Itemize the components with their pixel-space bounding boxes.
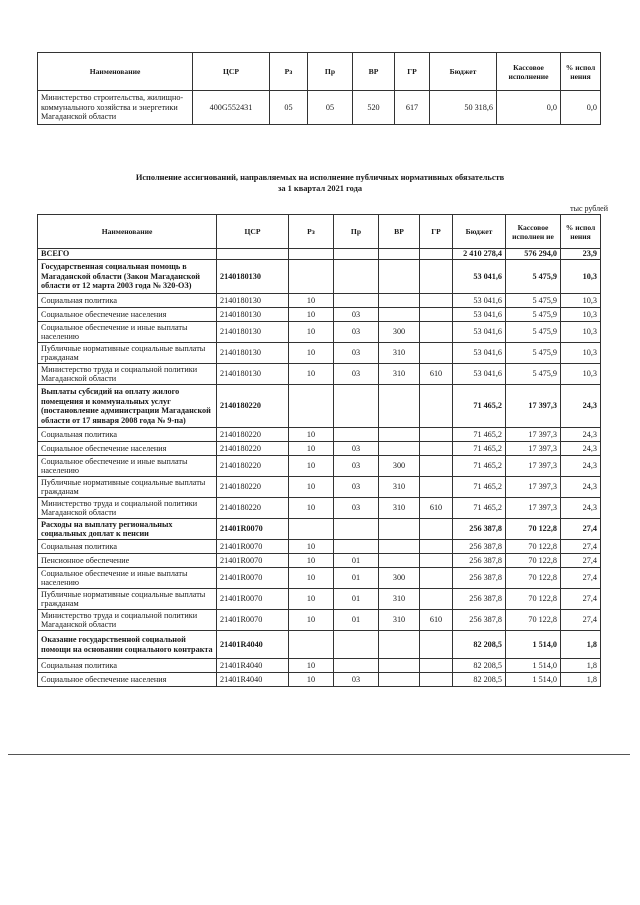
cell-pr: 03 (334, 673, 379, 687)
cell-name: Социальное обеспечение населения (38, 308, 217, 322)
cell-pr: 03 (334, 477, 379, 498)
cell-name: Социальное обеспечение населения (38, 673, 217, 687)
cell-budget: 71 465,2 (453, 428, 506, 442)
cell-csr: 21401R0070 (217, 554, 289, 568)
cell-pr: 03 (334, 343, 379, 364)
cell-gr (420, 294, 453, 308)
header-csr: ЦСР (217, 215, 289, 249)
cell-percent: 24,3 (561, 442, 601, 456)
cell-pr (334, 428, 379, 442)
cell-name: Социальная политика (38, 659, 217, 673)
cell-csr: 21401R0070 (217, 589, 289, 610)
cell-pr (334, 631, 379, 659)
cell-name: Публичные нормативные социальные выплаты гражданам (38, 477, 217, 498)
cell-cash-execution: 17 397,3 (506, 456, 561, 477)
cell-pr: 03 (334, 322, 379, 343)
cell-rz (289, 631, 334, 659)
cell-name: Социальная политика (38, 428, 217, 442)
cell-pr: 03 (334, 456, 379, 477)
cell-vr (379, 659, 420, 673)
cell-percent: 10,3 (561, 364, 601, 385)
cell-csr: 2140180130 (217, 364, 289, 385)
cell-budget: 256 387,8 (453, 540, 506, 554)
cell-csr: 400G552431 (193, 91, 270, 125)
cell-percent: 10,3 (561, 322, 601, 343)
cell-vr (379, 631, 420, 659)
header-rz: Рз (270, 53, 308, 91)
table-header-row (38, 53, 601, 91)
cell-budget: 71 465,2 (453, 442, 506, 456)
cell-vr (379, 428, 420, 442)
cell-rz (289, 249, 334, 260)
table-row (38, 554, 601, 568)
cell-budget: 71 465,2 (453, 456, 506, 477)
cell-budget: 256 387,8 (453, 610, 506, 631)
cell-budget: 71 465,2 (453, 498, 506, 519)
cell-percent: 1,8 (561, 673, 601, 687)
table-row (38, 540, 601, 554)
cell-gr (420, 442, 453, 456)
table-row (38, 477, 601, 498)
cell-vr (379, 519, 420, 540)
cell-vr (379, 249, 420, 260)
cell-csr: 2140180220 (217, 385, 289, 428)
cell-csr: 2140180130 (217, 294, 289, 308)
table-row (38, 322, 601, 343)
cell-vr (379, 673, 420, 687)
cell-vr (379, 308, 420, 322)
cell-cash-execution: 5 475,9 (506, 322, 561, 343)
cell-gr (420, 428, 453, 442)
cell-percent: 10,3 (561, 260, 601, 294)
cell-csr: 21401R0070 (217, 610, 289, 631)
cell-pr: 03 (334, 442, 379, 456)
cell-cash-execution: 5 475,9 (506, 308, 561, 322)
cell-pr: 03 (334, 498, 379, 519)
cell-gr (420, 308, 453, 322)
cell-percent: 1,8 (561, 631, 601, 659)
cell-pr (334, 249, 379, 260)
cell-csr: 21401R0070 (217, 568, 289, 589)
cell-cash-execution: 70 122,8 (506, 589, 561, 610)
cell-rz: 10 (289, 554, 334, 568)
assignments-table-top (37, 52, 601, 125)
header-pr: Пр (334, 215, 379, 249)
cell-gr: 610 (420, 364, 453, 385)
cell-cash-execution: 17 397,3 (506, 498, 561, 519)
cell-pr (334, 519, 379, 540)
cell-rz: 10 (289, 540, 334, 554)
cell-cash-execution: 70 122,8 (506, 554, 561, 568)
table-row (38, 589, 601, 610)
table-row (38, 519, 601, 540)
cell-name: ВСЕГО (38, 249, 217, 260)
cell-percent: 27,4 (561, 540, 601, 554)
header-budget: Бюджет (453, 215, 506, 249)
cell-csr: 2140180130 (217, 308, 289, 322)
cell-name: Министерство труда и социальной политики Магаданской области (38, 498, 217, 519)
cell-csr: 2140180130 (217, 322, 289, 343)
cell-pr: 01 (334, 568, 379, 589)
cell-csr: 2140180220 (217, 498, 289, 519)
cell-budget: 50 318,6 (430, 91, 497, 125)
cell-pr: 01 (334, 610, 379, 631)
cell-gr (420, 477, 453, 498)
table-row (38, 610, 601, 631)
cell-cash-execution: 70 122,8 (506, 540, 561, 554)
cell-vr: 310 (379, 343, 420, 364)
cell-rz: 10 (289, 610, 334, 631)
cell-budget: 53 041,6 (453, 308, 506, 322)
cell-cash-execution: 17 397,3 (506, 428, 561, 442)
cell-vr: 310 (379, 610, 420, 631)
cell-budget: 256 387,8 (453, 568, 506, 589)
header-cash-execution: Кассовое исполнен ие (506, 215, 561, 249)
cell-rz: 10 (289, 456, 334, 477)
cell-csr: 21401R0070 (217, 540, 289, 554)
cell-name: Социальное обеспечение и иные выплаты населению (38, 568, 217, 589)
cell-cash-execution: 576 294,0 (506, 249, 561, 260)
total-row (38, 249, 601, 260)
table-header-row (38, 215, 601, 249)
cell-percent: 24,3 (561, 385, 601, 428)
cell-gr (420, 589, 453, 610)
cell-name: Социальная политика (38, 540, 217, 554)
cell-rz: 10 (289, 442, 334, 456)
cell-gr (420, 322, 453, 343)
cell-budget: 82 208,5 (453, 673, 506, 687)
table-row (38, 364, 601, 385)
table-row (38, 659, 601, 673)
cell-name: Социальная политика (38, 294, 217, 308)
cell-cash-execution: 17 397,3 (506, 385, 561, 428)
header-vr: ВР (353, 53, 395, 91)
table-row (38, 631, 601, 659)
table-row (38, 442, 601, 456)
cell-rz: 10 (289, 308, 334, 322)
cell-cash-execution: 0,0 (497, 91, 561, 125)
cell-vr: 310 (379, 498, 420, 519)
cell-csr: 2140180220 (217, 456, 289, 477)
cell-gr (420, 631, 453, 659)
cell-name: Министерство труда и социальной политики Магаданской области (38, 364, 217, 385)
cell-gr (420, 260, 453, 294)
table-row (38, 91, 601, 125)
cell-rz: 10 (289, 673, 334, 687)
cell-csr: 2140180220 (217, 428, 289, 442)
cell-name: Публичные нормативные социальные выплаты гражданам (38, 589, 217, 610)
cell-budget: 53 041,6 (453, 364, 506, 385)
cell-percent: 27,4 (561, 568, 601, 589)
cell-rz (289, 260, 334, 294)
cell-cash-execution: 1 514,0 (506, 673, 561, 687)
cell-csr (217, 249, 289, 260)
cell-pr: 01 (334, 589, 379, 610)
cell-gr (420, 673, 453, 687)
header-rz: Рз (289, 215, 334, 249)
cell-percent: 27,4 (561, 610, 601, 631)
cell-budget: 71 465,2 (453, 385, 506, 428)
cell-vr (379, 260, 420, 294)
cell-budget: 256 387,8 (453, 589, 506, 610)
cell-csr: 2140180130 (217, 260, 289, 294)
cell-gr (420, 519, 453, 540)
table-row (38, 308, 601, 322)
cell-budget: 71 465,2 (453, 477, 506, 498)
cell-vr: 310 (379, 589, 420, 610)
cell-cash-execution: 17 397,3 (506, 477, 561, 498)
cell-rz: 10 (289, 568, 334, 589)
cell-name: Социальное обеспечение и иные выплаты населению (38, 322, 217, 343)
cell-budget: 82 208,5 (453, 659, 506, 673)
table-row (38, 568, 601, 589)
cell-name: Министерство труда и социальной политики Магаданской области (38, 610, 217, 631)
cell-name: Выплаты субсидий на оплату жилого помещения и коммунальных услуг (постановление администрации Магаданской области от 17 января 2008 года № 9-па) (38, 385, 217, 428)
cell-percent: 10,3 (561, 343, 601, 364)
cell-gr (420, 385, 453, 428)
header-percent: % испол нения (561, 215, 601, 249)
cell-name: Министерство строительства, жилищно-коммунального хозяйства и энергетики Магаданской области (38, 91, 193, 125)
cell-name: Социальное обеспечение населения (38, 442, 217, 456)
cell-name: Государственная социальная помощь в Магаданской области (Закон Магаданской области от 12 марта 2003 года № 320-ОЗ) (38, 260, 217, 294)
cell-pr (334, 385, 379, 428)
cell-cash-execution: 5 475,9 (506, 343, 561, 364)
header-percent: % испол нения (561, 53, 601, 91)
cell-name: Публичные нормативные социальные выплаты гражданам (38, 343, 217, 364)
header-name: Наименование (38, 215, 217, 249)
cell-gr: 610 (420, 610, 453, 631)
cell-rz: 10 (289, 322, 334, 343)
cell-gr (420, 540, 453, 554)
cell-cash-execution: 70 122,8 (506, 610, 561, 631)
cell-cash-execution: 1 514,0 (506, 659, 561, 673)
report-title-line1: Исполнение ассигнований, направляемых на исполнение публичных нормативных обязательств (135, 173, 505, 182)
cell-cash-execution: 1 514,0 (506, 631, 561, 659)
cell-gr (420, 343, 453, 364)
header-name: Наименование (38, 53, 193, 91)
cell-budget: 53 041,6 (453, 260, 506, 294)
header-gr: ГР (420, 215, 453, 249)
cell-budget: 2 410 278,4 (453, 249, 506, 260)
header-budget: Бюджет (430, 53, 497, 91)
cell-rz: 10 (289, 498, 334, 519)
cell-rz: 10 (289, 477, 334, 498)
cell-vr: 300 (379, 322, 420, 343)
table-row (38, 294, 601, 308)
cell-percent: 0,0 (561, 91, 601, 125)
cell-vr: 520 (353, 91, 395, 125)
cell-name: Пенсионное обеспечение (38, 554, 217, 568)
cell-percent: 24,3 (561, 477, 601, 498)
cell-vr (379, 554, 420, 568)
cell-vr (379, 540, 420, 554)
cell-pr: 03 (334, 364, 379, 385)
assignments-table (37, 214, 601, 687)
cell-vr (379, 442, 420, 456)
cell-gr (420, 456, 453, 477)
table-row (38, 260, 601, 294)
cell-rz: 10 (289, 589, 334, 610)
cell-rz: 10 (289, 294, 334, 308)
cell-csr: 2140180220 (217, 442, 289, 456)
cell-cash-execution: 17 397,3 (506, 442, 561, 456)
cell-percent: 24,3 (561, 428, 601, 442)
table-body (38, 249, 601, 687)
cell-csr: 21401R4040 (217, 631, 289, 659)
cell-rz (289, 385, 334, 428)
cell-cash-execution: 5 475,9 (506, 260, 561, 294)
cell-cash-execution: 5 475,9 (506, 294, 561, 308)
cell-budget: 256 387,8 (453, 554, 506, 568)
cell-rz: 05 (270, 91, 308, 125)
cell-gr (420, 659, 453, 673)
header-pr: Пр (308, 53, 353, 91)
cell-pr (334, 260, 379, 294)
cell-budget: 53 041,6 (453, 294, 506, 308)
cell-rz: 10 (289, 343, 334, 364)
header-csr: ЦСР (193, 53, 270, 91)
cell-gr: 610 (420, 498, 453, 519)
cell-name: Социальное обеспечение и иные выплаты населению (38, 456, 217, 477)
cell-gr (420, 568, 453, 589)
table-row (38, 498, 601, 519)
cell-gr (420, 554, 453, 568)
cell-percent: 10,3 (561, 294, 601, 308)
cell-csr: 21401R4040 (217, 659, 289, 673)
cell-vr: 310 (379, 364, 420, 385)
cell-csr: 2140180130 (217, 343, 289, 364)
cell-pr: 03 (334, 308, 379, 322)
cell-rz: 10 (289, 659, 334, 673)
header-vr: ВР (379, 215, 420, 249)
cell-pr: 01 (334, 554, 379, 568)
cell-budget: 82 208,5 (453, 631, 506, 659)
cell-cash-execution: 5 475,9 (506, 364, 561, 385)
cell-rz: 10 (289, 364, 334, 385)
cell-vr: 300 (379, 456, 420, 477)
header-gr: ГР (395, 53, 430, 91)
cell-percent: 24,3 (561, 498, 601, 519)
cell-percent: 23,9 (561, 249, 601, 260)
table-row (38, 673, 601, 687)
cell-vr: 310 (379, 477, 420, 498)
cell-pr (334, 294, 379, 308)
cell-percent: 10,3 (561, 308, 601, 322)
cell-gr (420, 249, 453, 260)
cell-cash-execution: 70 122,8 (506, 519, 561, 540)
cell-rz: 10 (289, 428, 334, 442)
cell-cash-execution: 70 122,8 (506, 568, 561, 589)
cell-vr: 300 (379, 568, 420, 589)
cell-budget: 53 041,6 (453, 343, 506, 364)
cell-percent: 1,8 (561, 659, 601, 673)
report-title-line2: за 1 квартал 2021 года (277, 184, 363, 193)
cell-csr: 2140180220 (217, 477, 289, 498)
cell-percent: 27,4 (561, 554, 601, 568)
cell-percent: 24,3 (561, 456, 601, 477)
cell-pr: 05 (308, 91, 353, 125)
table-row (38, 428, 601, 442)
cell-pr (334, 540, 379, 554)
cell-csr: 21401R0070 (217, 519, 289, 540)
cell-percent: 27,4 (561, 589, 601, 610)
cell-name: Оказание государственной социальной помощи на основании социального контракта (38, 631, 217, 659)
cell-gr: 617 (395, 91, 430, 125)
cell-rz (289, 519, 334, 540)
cell-csr: 21401R4040 (217, 673, 289, 687)
cell-percent: 27,4 (561, 519, 601, 540)
page-divider (8, 754, 630, 755)
cell-budget: 53 041,6 (453, 322, 506, 343)
table-row (38, 385, 601, 428)
cell-vr (379, 385, 420, 428)
table-row (38, 343, 601, 364)
table-row (38, 456, 601, 477)
cell-vr (379, 294, 420, 308)
cell-name: Расходы на выплату региональных социальных доплат к пенсии (38, 519, 217, 540)
cell-budget: 256 387,8 (453, 519, 506, 540)
units-label: тыс рублей (570, 204, 608, 213)
cell-pr (334, 659, 379, 673)
header-cash-execution: Кассовое исполнение (497, 53, 561, 91)
